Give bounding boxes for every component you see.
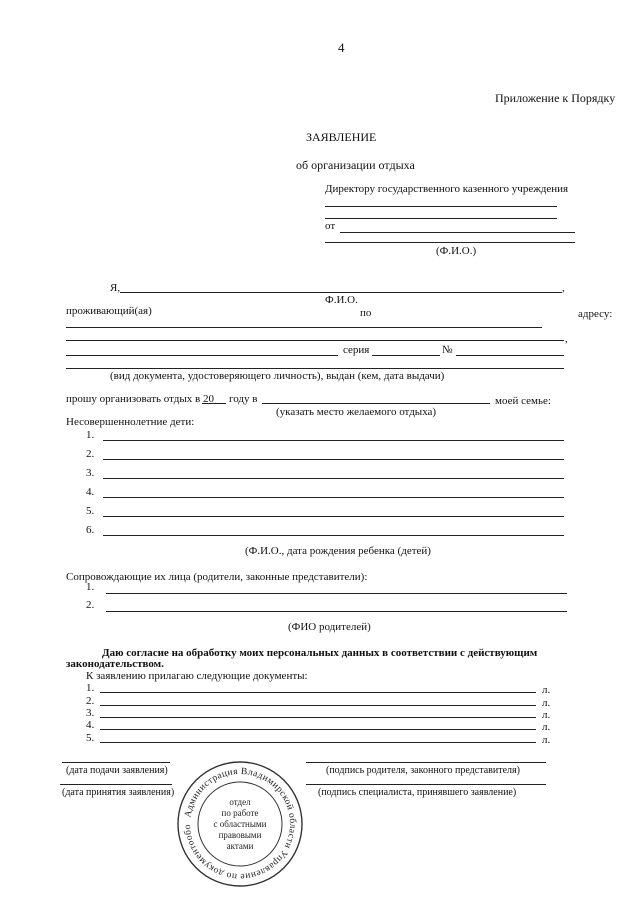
applicant-comma-1: , — [562, 282, 565, 294]
addressee-director: Директору государственного казенного учреждения — [325, 183, 569, 195]
document-number-2: 2. — [86, 695, 95, 707]
year-line[interactable] — [202, 403, 226, 404]
child-line-3[interactable] — [103, 478, 564, 479]
place-caption: (указать место желаемого отдыха) — [276, 406, 437, 418]
escorts-caption: (ФИО родителей) — [288, 621, 371, 633]
addressee-fio-caption: (Ф.И.О.) — [436, 245, 477, 257]
specialist-signature-caption: (подпись специалиста, принявшего заявление) — [318, 787, 517, 798]
addressee-from-line[interactable] — [340, 232, 575, 233]
applicant-ya-label: Я, — [110, 282, 121, 294]
place-line[interactable] — [262, 403, 490, 404]
child-number-5: 5. — [86, 505, 95, 517]
child-line-1[interactable] — [103, 440, 564, 441]
stamp-center-line-4: правовыми — [218, 829, 262, 840]
appendix-reference: Приложение к Порядку — [495, 91, 616, 105]
series-label: серия — [343, 344, 370, 356]
document-line-5[interactable] — [100, 742, 536, 743]
stamp-center-line-3: с областными — [213, 818, 267, 829]
children-caption: (Ф.И.О., дата рождения ребенка (детей) — [245, 545, 431, 557]
form-title: ЗАЯВЛЕНИЕ — [306, 130, 377, 144]
escort-line-2[interactable] — [106, 611, 567, 612]
addressee-line-2[interactable] — [325, 218, 557, 219]
child-number-6: 6. — [86, 524, 95, 536]
request-text-end: моей семье: — [495, 395, 551, 407]
address-line-1[interactable] — [66, 327, 542, 328]
document-number-line[interactable] — [456, 355, 564, 356]
escort-number-2: 2. — [86, 599, 95, 611]
applicant-comma-2: , — [565, 333, 568, 345]
document-sheets-3: л. — [542, 709, 551, 721]
children-heading: Несовершеннолетние дети: — [66, 416, 195, 428]
child-line-2[interactable] — [103, 459, 564, 460]
date-submitted-line[interactable] — [62, 762, 170, 763]
date-accepted-caption: (дата принятия заявления) — [62, 787, 175, 798]
stamp-ring-text: Администрация Владимирской области Управление по документообо — [182, 766, 298, 882]
child-number-2: 2. — [86, 448, 95, 460]
consent-line-2: законодательством. — [66, 658, 164, 670]
addressee-line-3[interactable] — [325, 242, 575, 243]
document-type-line[interactable] — [66, 355, 338, 356]
address-line-2[interactable] — [66, 340, 564, 341]
document-line-4[interactable] — [100, 729, 536, 730]
document-number-3: 3. — [86, 707, 95, 719]
child-line-4[interactable] — [103, 497, 564, 498]
request-text-start: прошу организовать отдых в 20 — [66, 393, 214, 405]
document-sheets-5: л. — [542, 734, 551, 746]
escorts-heading: Сопровождающие их лица (родители, законные представители): — [66, 571, 368, 583]
document-number-4: 4. — [86, 719, 95, 731]
document-sheets-1: л. — [542, 684, 551, 696]
document-line-2[interactable] — [100, 705, 536, 706]
documents-heading: К заявлению прилагаю следующие документы: — [86, 670, 308, 682]
stamp-center-line-2: по работе — [221, 807, 259, 818]
po-label: по — [360, 307, 372, 319]
document-number-5: 5. — [86, 732, 95, 744]
child-number-4: 4. — [86, 486, 95, 498]
escort-number-1: 1. — [86, 581, 95, 593]
series-line[interactable] — [372, 355, 440, 356]
stamp-center — [176, 760, 304, 888]
stamp-center-line-1: отдел — [229, 796, 251, 807]
issued-by-line[interactable] — [66, 368, 564, 369]
child-number-1: 1. — [86, 429, 95, 441]
document-caption: (вид документа, удостоверяющего личность), выдан (кем, дата выдачи) — [110, 370, 445, 382]
date-accepted-line[interactable] — [60, 784, 172, 785]
document-number-1: 1. — [86, 682, 95, 694]
official-stamp — [176, 760, 304, 888]
consent-line-1: Даю согласие на обработку моих персональных данных в соответствии с действующим — [102, 647, 538, 659]
stamp-center-line-5: актами — [226, 840, 254, 851]
document-line-1[interactable] — [100, 692, 536, 693]
escort-line-1[interactable] — [106, 593, 567, 594]
residing-label: проживающий(ая) — [66, 305, 152, 317]
page-number: 4 — [338, 40, 345, 55]
request-text-year: году в — [229, 393, 258, 405]
applicant-fio-caption: Ф.И.О. — [325, 294, 358, 306]
document-line-3[interactable] — [100, 717, 536, 718]
parent-signature-line[interactable] — [306, 762, 546, 763]
child-number-3: 3. — [86, 467, 95, 479]
child-line-6[interactable] — [103, 535, 564, 536]
specialist-signature-line[interactable] — [306, 784, 546, 785]
applicant-fio-line[interactable] — [120, 292, 562, 293]
form-subtitle: об организации отдыха — [296, 158, 415, 172]
date-submitted-caption: (дата подачи заявления) — [66, 765, 168, 776]
addressee-line-1[interactable] — [325, 206, 557, 207]
child-line-5[interactable] — [103, 516, 564, 517]
parent-signature-caption: (подпись родителя, законного представителя) — [326, 765, 520, 776]
document-sheets-4: л. — [542, 721, 551, 733]
address-label: адресу: — [578, 308, 613, 320]
addressee-from-label: от — [325, 220, 336, 232]
number-sign-label: № — [442, 344, 453, 356]
document-sheets-2: л. — [542, 697, 551, 709]
